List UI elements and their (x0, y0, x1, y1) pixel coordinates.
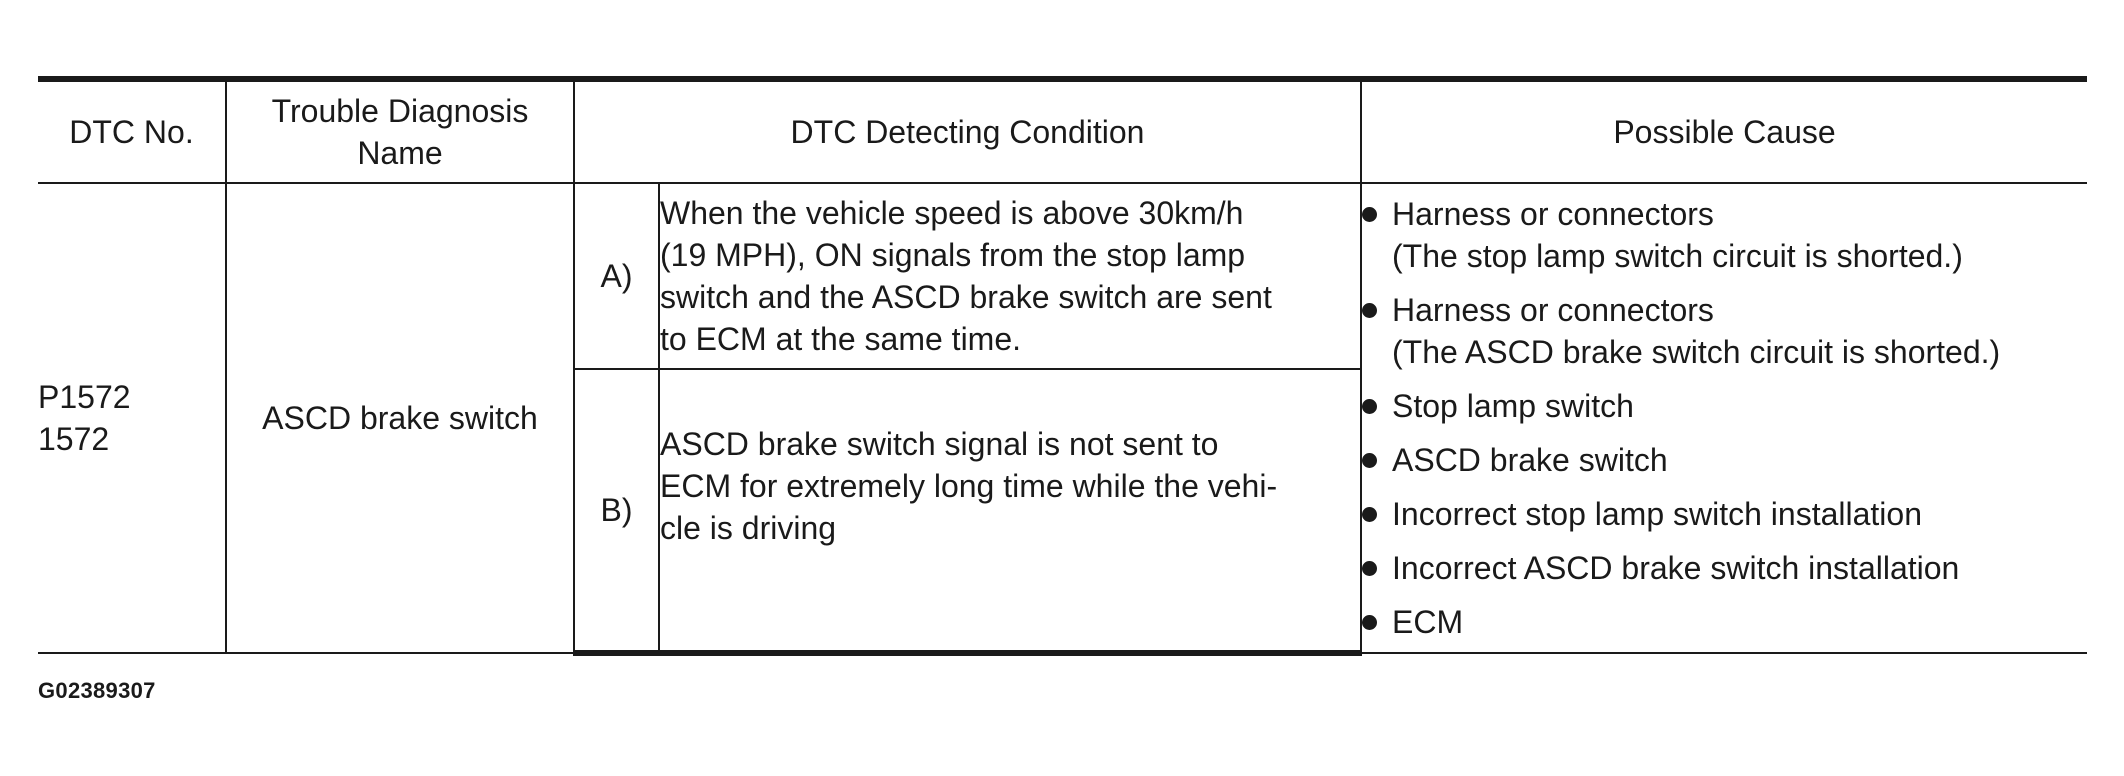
cause-subtext: (The stop lamp switch circuit is shorted.) (1392, 238, 1963, 274)
condition-b-label: B) (600, 492, 633, 528)
condition-b-line: ECM for extremely long time while the vehi- (660, 468, 1278, 504)
cause-text: ASCD brake switch (1392, 442, 1668, 478)
bullet-icon (1362, 561, 1377, 576)
header-possible-cause (1361, 79, 2087, 183)
condition-a-text-cell (659, 183, 1361, 369)
possible-cause-list (1362, 193, 2087, 643)
header-dtc-no-label: DTC No. (69, 114, 194, 150)
list-item (1362, 547, 2087, 589)
condition-a-line: switch and the ASCD brake switch are sent (660, 279, 1272, 315)
header-row (38, 79, 2087, 183)
list-item (1362, 601, 2087, 643)
condition-b-text (660, 423, 1360, 549)
condition-b-line: ASCD brake switch signal is not sent to (660, 426, 1219, 462)
header-trouble-name-line1: Trouble Diagnosis (271, 93, 529, 129)
header-trouble-name-line2: Name (357, 135, 443, 171)
list-item (1362, 493, 2087, 535)
list-item (1362, 439, 2087, 481)
condition-b-text-cell (659, 369, 1361, 653)
cause-text: Harness or connectors (1392, 292, 1714, 328)
cause-subtext: (The ASCD brake switch circuit is shorted.) (1392, 334, 2001, 370)
bullet-icon (1362, 615, 1377, 630)
figure-id: G02389307 (38, 678, 156, 703)
list-item (1362, 385, 2087, 427)
condition-a-label: A) (600, 258, 633, 294)
cause-text: Harness or connectors (1392, 196, 1714, 232)
dtc-number-line1: P1572 (38, 379, 131, 415)
header-possible-cause-label: Possible Cause (1613, 114, 1836, 150)
header-dtc-no (38, 79, 226, 183)
dtc-number-line2: 1572 (38, 421, 110, 457)
bullet-icon (1362, 207, 1377, 222)
bullet-icon (1362, 453, 1377, 468)
list-item (1362, 289, 2087, 373)
condition-a-line: (19 MPH), ON signals from the stop lamp (660, 237, 1246, 273)
table-row (38, 183, 2087, 369)
cause-text: Incorrect ASCD brake switch installation (1392, 550, 1960, 586)
bullet-icon (1362, 399, 1377, 414)
cause-text: Incorrect stop lamp switch installation (1392, 496, 1922, 532)
list-item (1362, 193, 2087, 277)
possible-cause-cell (1361, 183, 2087, 653)
dtc-table (38, 76, 2087, 656)
cause-text: Stop lamp switch (1392, 388, 1634, 424)
header-trouble-name (226, 79, 574, 183)
condition-a-line: When the vehicle speed is above 30km/h (660, 195, 1244, 231)
bullet-icon (1362, 507, 1377, 522)
header-detecting-condition (574, 79, 1361, 183)
condition-a-label-cell (574, 183, 659, 369)
bullet-icon (1362, 303, 1377, 318)
header-detecting-condition-label: DTC Detecting Condition (790, 114, 1145, 150)
condition-b-label-cell (574, 369, 659, 653)
condition-a-line: to ECM at the same time. (660, 321, 1022, 357)
trouble-name-cell (226, 183, 574, 653)
condition-b-line: cle is driving (660, 510, 837, 546)
cause-text: ECM (1392, 604, 1464, 640)
trouble-name: ASCD brake switch (262, 400, 538, 436)
dtc-number-cell (38, 183, 226, 653)
